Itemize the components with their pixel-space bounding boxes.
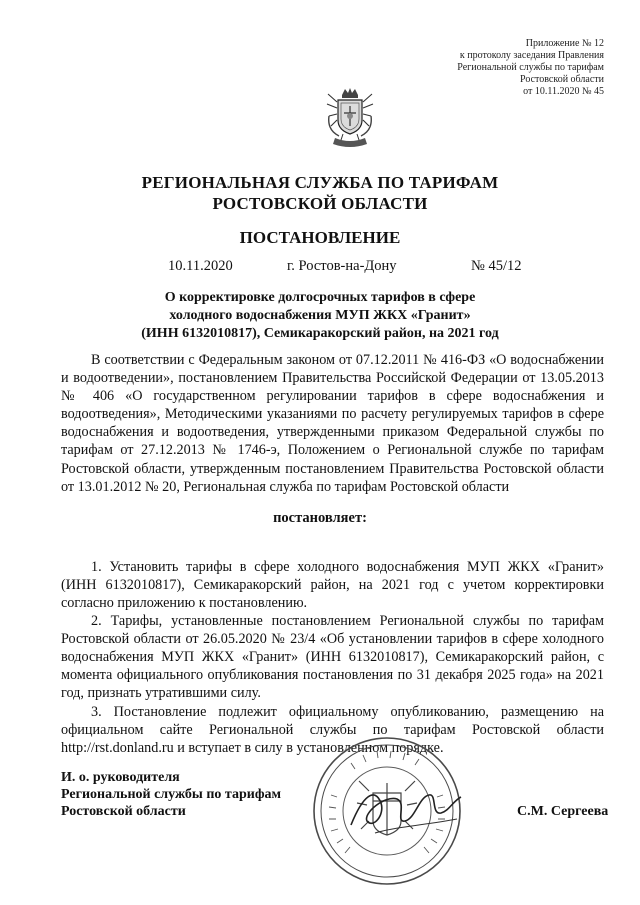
signer-title-line: Региональной службы по тарифам	[61, 787, 282, 802]
appendix-line: Ростовской области	[520, 74, 604, 85]
appendix-line: к протоколу заседания Правления	[459, 50, 604, 61]
document-city: г. Ростов-на-Дону	[287, 258, 397, 274]
preamble-paragraph: В соответствии с Федеральным законом от 07.12.2011 № 416-ФЗ «О водоснабжении и водоотведении», постановлением Правительства Российской Федерации от 13.05.2013 № 406 «О государственном регулировании тарифов в сфере водоснабжения и водоотведения», Методическими указаниями по расчету регулируемых тарифов в сфере водоснабжения и водоотведения, утвержденными приказом Федеральной службы по тарифам от 27.12.2013 № 1746-э, Положением о Региональной службе по тарифам Ростовской области, утвержденным постановлением Правительства Ростовской области от 13.01.2012 № 20, Региональная служба по тарифам Ростовской области	[61, 352, 604, 495]
signer-name: С.М. Сергеева	[517, 804, 609, 819]
document-date: 10.11.2020	[168, 258, 233, 274]
subject-line: холодного водоснабжения МУП ЖКХ «Гранит»	[169, 308, 471, 323]
signer-title-line: И. о. руководителя	[61, 770, 180, 785]
document-number: № 45/12	[471, 258, 522, 274]
document-subject	[0, 289, 640, 343]
clause-1: 1. Установить тарифы в сфере холодного водоснабжения МУП ЖКХ «Гранит» (ИНН 6132010817), Семикаракорский район, на 2021 год с учетом корректировки согласно приложению к постановлению.	[61, 559, 604, 612]
subject-line: О корректировке долгосрочных тарифов в сфере	[164, 290, 476, 305]
appendix-note	[457, 38, 604, 98]
organization-name	[0, 172, 640, 214]
coat-of-arms-icon	[325, 86, 375, 150]
appendix-line: Региональной службы по тарифам	[457, 62, 604, 73]
org-line: РЕГИОНАЛЬНАЯ СЛУЖБА ПО ТАРИФАМ	[141, 173, 499, 192]
appendix-line: Приложение № 12	[525, 38, 604, 49]
signer-title	[61, 769, 281, 820]
org-line: РОСТОВСКОЙ ОБЛАСТИ	[212, 194, 428, 213]
document-type: ПОСТАНОВЛЕНИЕ	[239, 228, 401, 247]
clause-3: 3. Постановление подлежит официальному опубликованию, размещению на официальном сайте Региональной службы по тарифам Ростовской области http://rst.donland.ru и вступает в силу в установленном порядке.	[61, 704, 604, 757]
clause-2: 2. Тарифы, установленные постановлением Региональной службы по тарифам Ростовской области от 26.05.2020 № 23/4 «Об установлении тарифов в сфере холодного водоснабжения МУП ЖКХ «Гранит» (ИНН 6132010817), Семикаракорский район, с момента официального опубликования постановления по 31 декабря 2025 года» на 2021 год, признать утратившими силу.	[61, 613, 604, 702]
signer-title-line: Ростовской области	[61, 804, 186, 819]
decree-heading: постановляет:	[273, 510, 367, 526]
handwritten-signature-icon	[345, 775, 465, 845]
subject-line: (ИНН 6132010817), Семикаракорский район, на 2021 год	[141, 326, 499, 341]
appendix-line: от 10.11.2020 № 45	[523, 86, 604, 97]
